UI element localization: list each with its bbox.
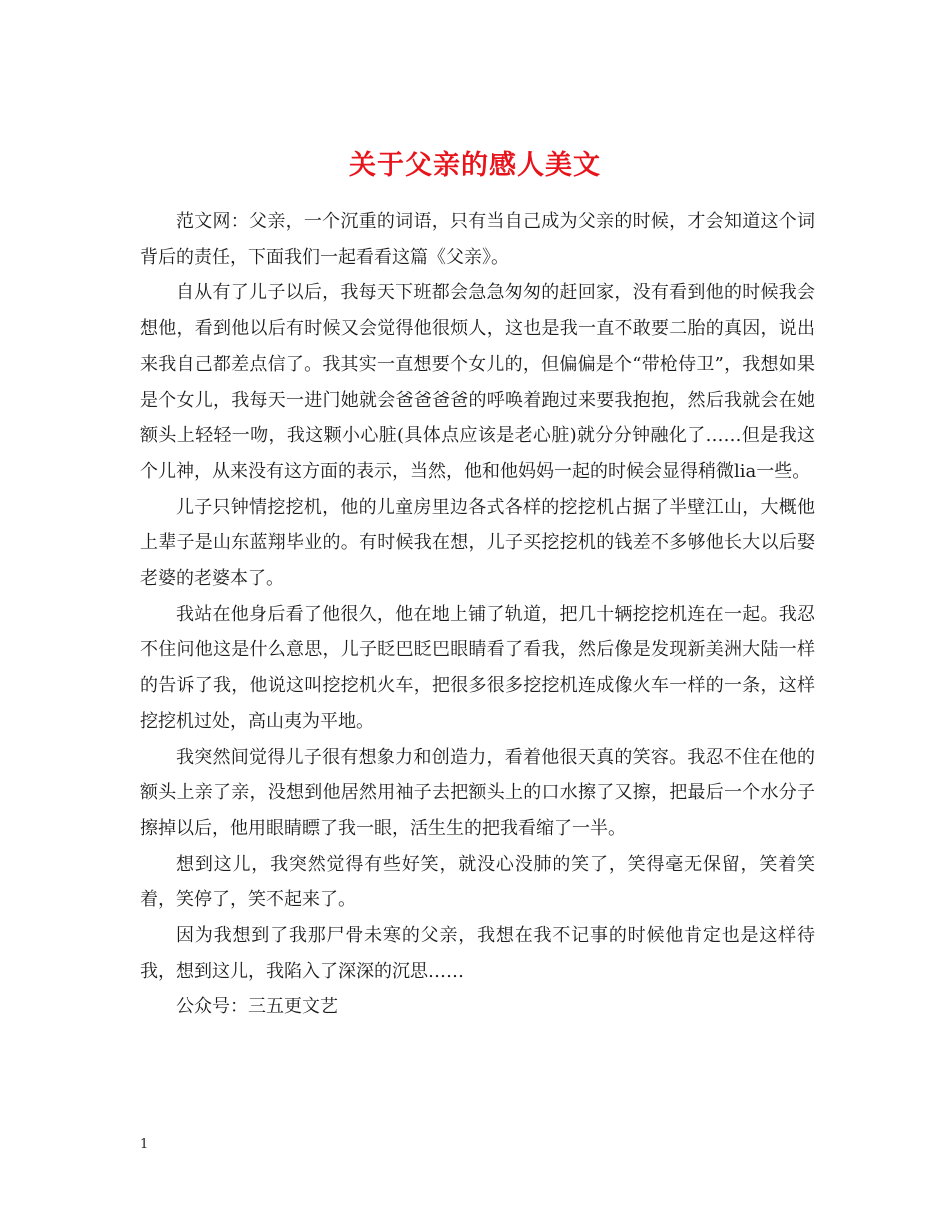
page-number: 1 [140, 1137, 149, 1152]
paragraph-account: 公众号：三五更文艺 [176, 996, 338, 1018]
page-title: 关于父亲的感人美文 [349, 150, 601, 182]
article-body [140, 204, 815, 1025]
paragraph-father: 因为我想到了我那尸骨未寒的父亲，我想在我不记事的时候他肯定也是这样待我，想到这儿，我陷入了深深的沉思…… [140, 925, 815, 982]
paragraph-kiss: 我突然间觉得儿子很有想象力和创造力，看着他很天真的笑容。我忍不住在他的额头上亲了亲，没想到他居然用袖子去把额头上的口水擦了又擦，把最后一个水分子擦掉以后，他用眼睛瞟了我一眼，活生生的把我看缩了一半。 [140, 746, 815, 839]
paragraph-intro: 范文网：父亲，一个沉重的词语，只有当自己成为父亲的时候，才会知道这个词背后的责任，下面我们一起看看这篇《父亲》。 [140, 211, 815, 268]
paragraph-train: 我站在他身后看了他很久，他在地上铺了轨道，把几十辆挖挖机连在一起。我忍不住问他这是什么意思，儿子眨巴眨巴眼睛看了看我，然后像是发现新美洲大陆一样的告诉了我，他说这叫挖挖机火车，把很多很多挖挖机连成像火车一样的一条，这样挖挖机过处，高山夷为平地。 [140, 603, 815, 732]
paragraph-excavators: 儿子只钟情挖挖机，他的儿童房里边各式各样的挖挖机占据了半壁江山，大概他上辈子是山东蓝翔毕业的。有时候我在想，儿子买挖挖机的钱差不多够他长大以后娶老婆的老婆本了。 [140, 496, 815, 590]
paragraph-laugh: 想到这儿，我突然觉得有些好笑，就没心没肺的笑了，笑得毫无保留，笑着笑着，笑停了，笑不起来了。 [140, 853, 815, 911]
paragraph-son: 自从有了儿子以后，我每天下班都会急急匆匆的赶回家，没有看到他的时候我会想他，看到他以后有时候又会觉得他很烦人，这也是我一直不敢要二胎的真因，说出来我自己都差点信了。我其实一直想要个女儿的，但偏偏是个“带枪侍卫”，我想如果是个女儿，我每天一进门她就会爸爸爸爸的呼唤着跑过来要我抱抱，然后我就会在她额头上轻轻一吻，我这颗小心脏(具体点应该是老心脏)就分分钟融化了……但是我这个儿神，从来没有这方面的表示，当然，他和他妈妈一起的时候会显得稍微lia一些。 [140, 282, 815, 482]
